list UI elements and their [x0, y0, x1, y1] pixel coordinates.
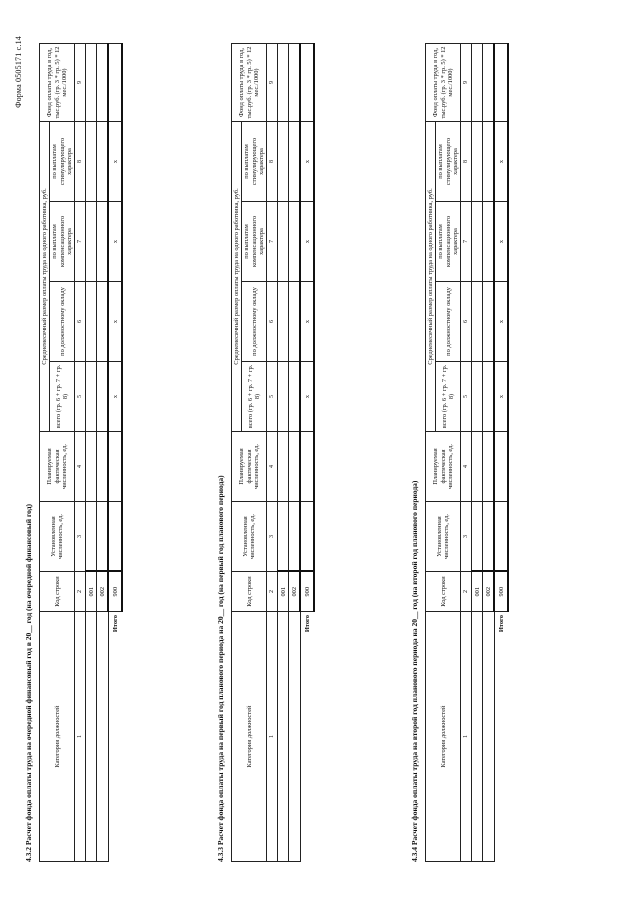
- col-num: 3: [75, 502, 86, 572]
- col-num: 2: [267, 572, 278, 612]
- total-row: [494, 44, 508, 862]
- col-num: 4: [461, 432, 472, 502]
- col-total-header: всего (гр. 6 + гр. 7 + гр. 8): [436, 362, 461, 432]
- col-fund-header: Фонд оплаты труда в год, тыс.руб. (гр. 3 * гр. 5) * 12 мес./1000): [426, 44, 461, 122]
- total-row: [300, 44, 314, 862]
- col-category-header: Категория должностей: [40, 612, 75, 862]
- cell-planned[interactable]: [472, 432, 483, 502]
- cell-planned[interactable]: [278, 432, 289, 502]
- cell-planned[interactable]: [289, 432, 301, 502]
- cell-code: 002: [483, 572, 495, 612]
- col-total-header: всего (гр. 6 + гр. 7 + гр. 8): [242, 362, 267, 432]
- cell-salary[interactable]: [483, 282, 495, 362]
- cell-compensatory[interactable]: [289, 202, 301, 282]
- total-code: 900: [108, 572, 122, 612]
- col-salary-header: по должностному окладу: [436, 282, 461, 362]
- cell-planned[interactable]: [483, 432, 495, 502]
- cell-category[interactable]: [86, 612, 97, 862]
- cell-compensatory[interactable]: [472, 202, 483, 282]
- col-compensatory-header: по выплатам компенсационного характера: [50, 202, 75, 282]
- cell-compensatory[interactable]: [97, 202, 109, 282]
- total-planned[interactable]: [108, 432, 122, 502]
- col-incentive-header: по выплатам стимулирующего характера: [242, 122, 267, 202]
- cell-planned[interactable]: [86, 432, 97, 502]
- total-planned[interactable]: [300, 432, 314, 502]
- cell-salary[interactable]: [97, 282, 109, 362]
- col-num: 4: [267, 432, 278, 502]
- col-avg-group-header: Среднемесячный размер оплаты труда на одного работника, руб.: [40, 122, 50, 432]
- section-4-3-4: [410, 44, 509, 862]
- col-num: 7: [267, 202, 278, 282]
- cell-salary[interactable]: [289, 282, 301, 362]
- cell-category[interactable]: [278, 612, 289, 862]
- cell-established[interactable]: [289, 502, 301, 572]
- col-num: 1: [267, 612, 278, 862]
- col-num: 9: [267, 44, 278, 122]
- col-code-header: Код строки: [232, 572, 267, 612]
- cell-code: 002: [97, 572, 109, 612]
- cell-total[interactable]: [483, 362, 495, 432]
- total-label: Итого: [304, 615, 311, 633]
- x-mark: x: [494, 202, 508, 282]
- col-num: 8: [267, 122, 278, 202]
- cell-code: 002: [289, 572, 301, 612]
- col-num: 4: [75, 432, 86, 502]
- form-id: Форма 0505171 с.14: [14, 36, 23, 108]
- cell-salary[interactable]: [86, 282, 97, 362]
- col-category-header: Категория должностей: [232, 612, 267, 862]
- x-mark: x: [108, 362, 122, 432]
- col-fund-header: Фонд оплаты труда в год, тыс.руб. (гр. 3 * гр. 5) * 12 мес./1000): [40, 44, 75, 122]
- col-num: 1: [75, 612, 86, 862]
- cell-category[interactable]: [97, 612, 109, 862]
- total-established[interactable]: [108, 502, 122, 572]
- total-fund[interactable]: [300, 44, 314, 122]
- col-num: 2: [461, 572, 472, 612]
- cell-fund[interactable]: [472, 44, 483, 122]
- payroll-table: [231, 43, 315, 862]
- cell-salary[interactable]: [472, 282, 483, 362]
- col-established-header: Установленная численность, ед.: [426, 502, 461, 572]
- table-row: [289, 44, 301, 862]
- x-mark: x: [300, 202, 314, 282]
- col-fund-header: Фонд оплаты труда в год, тыс.руб. (гр. 3 * гр. 5) * 12 мес./1000): [232, 44, 267, 122]
- col-planned-header: Планируемая фактическая численность, ед.: [232, 432, 267, 502]
- x-mark: x: [108, 202, 122, 282]
- col-num: 3: [267, 502, 278, 572]
- col-num: 5: [267, 362, 278, 432]
- cell-fund[interactable]: [97, 44, 109, 122]
- col-num: 5: [461, 362, 472, 432]
- cell-compensatory[interactable]: [86, 202, 97, 282]
- section-title: 4.3.3 Расчет фонда оплаты труда на первый год планового периода на 20__ год (на первый год планового периода): [216, 475, 225, 862]
- col-planned-header: Планируемая фактическая численность, ед.: [40, 432, 75, 502]
- total-row: [108, 44, 122, 862]
- cell-incentive[interactable]: [289, 122, 301, 202]
- col-planned-header: Планируемая фактическая численность, ед.: [426, 432, 461, 502]
- cell-established[interactable]: [483, 502, 495, 572]
- cell-incentive[interactable]: [86, 122, 97, 202]
- total-fund[interactable]: [494, 44, 508, 122]
- section-title: 4.3.2 Расчет фонда оплаты труда на очередной финансовый год в 20__ год (на очередной финансовый год): [24, 503, 33, 862]
- cell-fund[interactable]: [86, 44, 97, 122]
- total-established[interactable]: [494, 502, 508, 572]
- x-mark: x: [300, 282, 314, 362]
- table-row: [472, 44, 483, 862]
- col-established-header: Установленная численность, ед.: [40, 502, 75, 572]
- cell-compensatory[interactable]: [278, 202, 289, 282]
- x-mark: x: [494, 122, 508, 202]
- cell-fund[interactable]: [278, 44, 289, 122]
- cell-compensatory[interactable]: [483, 202, 495, 282]
- total-planned[interactable]: [494, 432, 508, 502]
- payroll-table: [425, 43, 509, 862]
- col-category-header: Категория должностей: [426, 612, 461, 862]
- col-incentive-header: по выплатам стимулирующего характера: [436, 122, 461, 202]
- cell-total[interactable]: [86, 362, 97, 432]
- cell-planned[interactable]: [97, 432, 109, 502]
- cell-incentive[interactable]: [97, 122, 109, 202]
- payroll-table: [39, 43, 123, 862]
- section-4-3-3: [216, 44, 315, 862]
- total-established[interactable]: [300, 502, 314, 572]
- cell-established[interactable]: [97, 502, 109, 572]
- cell-category[interactable]: [472, 612, 483, 862]
- cell-category[interactable]: [483, 612, 495, 862]
- cell-code: 001: [278, 572, 289, 612]
- cell-total[interactable]: [472, 362, 483, 432]
- col-total-header: всего (гр. 6 + гр. 7 + гр. 8): [50, 362, 75, 432]
- total-label: Итого: [112, 615, 119, 633]
- col-num: 2: [75, 572, 86, 612]
- table-row: [97, 44, 109, 862]
- cell-incentive[interactable]: [278, 122, 289, 202]
- col-code-header: Код строки: [426, 572, 461, 612]
- col-compensatory-header: по выплатам компенсационного характера: [436, 202, 461, 282]
- x-mark: x: [108, 282, 122, 362]
- col-num: 8: [75, 122, 86, 202]
- table-row: [278, 44, 289, 862]
- total-code: 900: [300, 572, 314, 612]
- total-fund[interactable]: [108, 44, 122, 122]
- cell-established[interactable]: [86, 502, 97, 572]
- x-mark: x: [494, 282, 508, 362]
- table-row: [86, 44, 97, 862]
- col-avg-group-header: Среднемесячный размер оплаты труда на одного работника, руб.: [232, 122, 242, 432]
- section-4-3-2: [24, 44, 123, 862]
- total-label: Итого: [498, 615, 505, 633]
- col-num: 7: [75, 202, 86, 282]
- col-num: 6: [461, 282, 472, 362]
- cell-fund[interactable]: [483, 44, 495, 122]
- col-num: 7: [461, 202, 472, 282]
- col-num: 1: [461, 612, 472, 862]
- col-established-header: Установленная численность, ед.: [232, 502, 267, 572]
- table-row: [483, 44, 495, 862]
- cell-code: 001: [86, 572, 97, 612]
- cell-code: 001: [472, 572, 483, 612]
- cell-total[interactable]: [97, 362, 109, 432]
- col-incentive-header: по выплатам стимулирующего характера: [50, 122, 75, 202]
- total-code: 900: [494, 572, 508, 612]
- cell-established[interactable]: [472, 502, 483, 572]
- col-compensatory-header: по выплатам компенсационного характера: [242, 202, 267, 282]
- col-num: 6: [267, 282, 278, 362]
- col-salary-header: по должностному окладу: [242, 282, 267, 362]
- cell-category[interactable]: [289, 612, 301, 862]
- cell-total[interactable]: [289, 362, 301, 432]
- rotated-landscape-form: [10, 32, 610, 872]
- x-mark: x: [300, 362, 314, 432]
- col-num: 3: [461, 502, 472, 572]
- x-mark: x: [494, 362, 508, 432]
- col-salary-header: по должностному окладу: [50, 282, 75, 362]
- col-code-header: Код строки: [40, 572, 75, 612]
- section-title: 4.3.4 Расчет фонда оплаты труда на второй год планового периода на 20__ год (на второй год планового периода): [410, 480, 419, 862]
- cell-fund[interactable]: [289, 44, 301, 122]
- cell-established[interactable]: [278, 502, 289, 572]
- x-mark: x: [108, 122, 122, 202]
- col-num: 6: [75, 282, 86, 362]
- col-num: 8: [461, 122, 472, 202]
- col-num: 9: [461, 44, 472, 122]
- cell-incentive[interactable]: [472, 122, 483, 202]
- cell-salary[interactable]: [278, 282, 289, 362]
- col-num: 5: [75, 362, 86, 432]
- cell-incentive[interactable]: [483, 122, 495, 202]
- col-avg-group-header: Среднемесячный размер оплаты труда на одного работника, руб.: [426, 122, 436, 432]
- col-num: 9: [75, 44, 86, 122]
- x-mark: x: [300, 122, 314, 202]
- cell-total[interactable]: [278, 362, 289, 432]
